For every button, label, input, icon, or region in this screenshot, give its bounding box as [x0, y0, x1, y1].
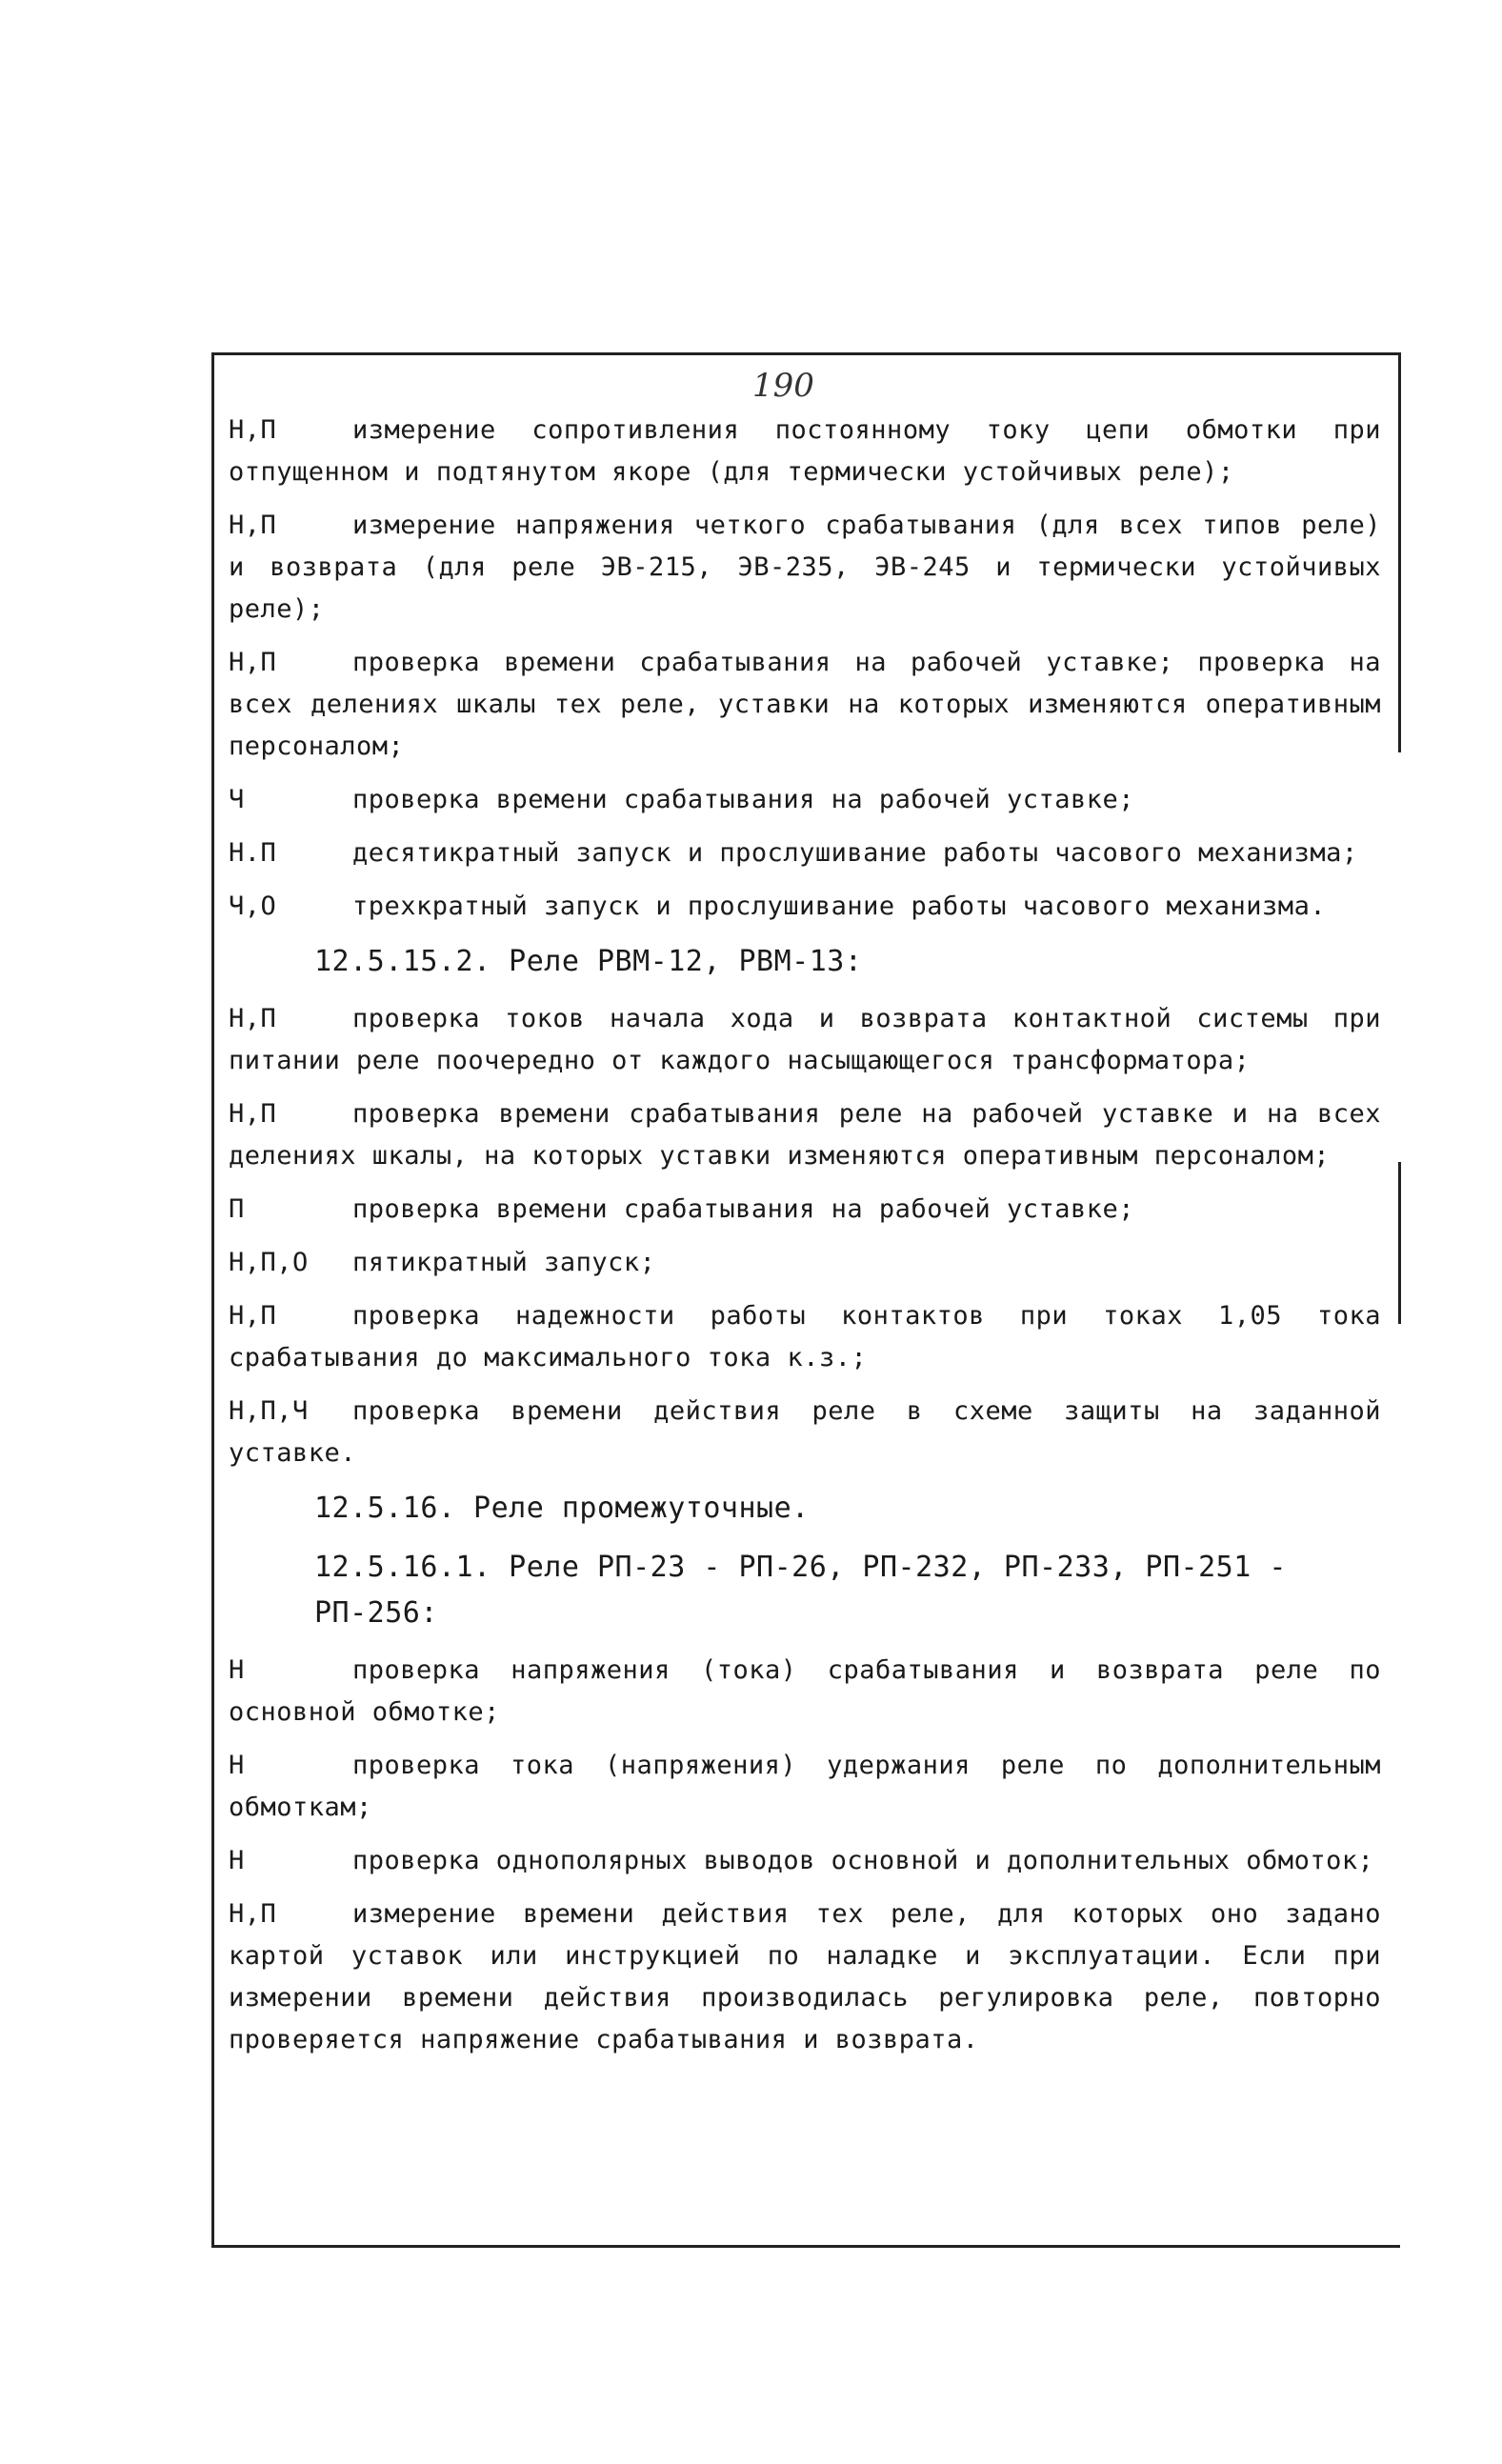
- entry-code: П: [229, 1194, 245, 1224]
- list-item: [229, 410, 1381, 493]
- list-item: [229, 1745, 1381, 1829]
- list-item: [229, 1189, 1381, 1231]
- entry-code: Н,П,О: [229, 1248, 309, 1277]
- list-item: [229, 1650, 1381, 1733]
- entry-code: Ч: [229, 785, 245, 814]
- entry-text: проверка напряжения (тока) срабатывания и возврата реле по основной обмотке;: [229, 1655, 1381, 1727]
- entry-text: проверка тока (напряжения) удержания реле по дополнительным обмоткам;: [229, 1751, 1381, 1822]
- subsection-heading: 12.5.16.1. Реле РП-23 - РП-26, РП-232, РП-233, РП-251 - РП-256:: [314, 1551, 1287, 1630]
- page-number: 190: [752, 367, 814, 405]
- list-item: [229, 1893, 1381, 2061]
- entry-text: измерение сопротивления постоянному току цепи обмотки при отпущенном и подтянутом якоре (для термически устойчивых реле);: [229, 415, 1381, 487]
- entry-code: Н: [229, 1751, 245, 1780]
- entry-code: Н,П: [229, 415, 277, 445]
- entry-code: Н.П: [229, 838, 277, 868]
- entry-code: Н,П: [229, 648, 277, 677]
- entry-code: Н,П: [229, 1099, 277, 1129]
- entry-code: Н,П,Ч: [229, 1396, 309, 1426]
- frame-right-edge: [1398, 1162, 1401, 1324]
- entry-text: проверка токов начала хода и возврата контактной системы при питании реле поочередно от каждого насыщающегося трансформатора;: [229, 1004, 1381, 1075]
- list-item: [229, 832, 1381, 874]
- entry-text: проверка однополярных выводов основной и дополнительных обмоток;: [352, 1846, 1374, 1875]
- list-item: [229, 779, 1381, 821]
- entry-text: проверка времени действия реле в схеме защиты на заданной уставке.: [229, 1396, 1381, 1468]
- entry-text: проверка времени срабатывания на рабочей уставке;: [352, 785, 1135, 814]
- list-item: [229, 1242, 1381, 1284]
- entry-text: проверка времени срабатывания реле на рабочей уставке и на всех делениях шкалы, на которых уставки изменяются оперативным персоналом;: [229, 1099, 1381, 1171]
- entry-code: Н,П: [229, 1004, 277, 1033]
- list-item: [229, 505, 1381, 631]
- entry-text: пятикратный запуск;: [352, 1248, 656, 1277]
- frame-right-edge: [1398, 352, 1401, 752]
- list-item: [229, 642, 1381, 768]
- section-heading: 12.5.15.2. Реле РВМ-12, РВМ-13:: [314, 945, 863, 978]
- list-item: [229, 886, 1381, 928]
- entry-text: проверка времени срабатывания на рабочей уставке;: [352, 1194, 1135, 1224]
- list-item: [229, 1391, 1381, 1474]
- entry-code: Н: [229, 1655, 245, 1685]
- document-body: [229, 410, 1381, 2073]
- list-item: [229, 998, 1381, 1082]
- entry-list: [229, 410, 1381, 928]
- entry-text: десятикратный запуск и прослушивание работы часового механизма;: [352, 838, 1358, 868]
- entry-text: проверка надежности работы контактов при токах 1,05 тока срабатывания до максимального тока к.з.;: [229, 1301, 1381, 1372]
- entry-code: Н,П: [229, 1899, 277, 1929]
- entry-code: Н,П: [229, 511, 277, 540]
- entry-code: Ч,О: [229, 891, 277, 921]
- entry-list: [229, 998, 1381, 1474]
- entry-list: [229, 1650, 1381, 2061]
- list-item: [229, 1093, 1381, 1177]
- entry-code: Н,П: [229, 1301, 277, 1331]
- entry-text: измерение времени действия тех реле, для которых оно задано картой уставок или инструкцией по наладке и эксплуатации. Если при измерении времени действия производилась регулировка реле, повторно проверяется напряжение срабатывания и возврата.: [229, 1899, 1381, 2054]
- list-item: [229, 1840, 1381, 1882]
- entry-code: Н: [229, 1846, 245, 1875]
- entry-text: проверка времени срабатывания на рабочей уставке; проверка на всех делениях шкалы тех реле, уставки на которых изменяются оперативным персоналом;: [229, 648, 1381, 761]
- section-heading: 12.5.16. Реле промежуточные.: [314, 1492, 810, 1525]
- entry-text: измерение напряжения четкого срабатывания (для всех типов реле) и возврата (для реле ЭВ-215, ЭВ-235, ЭВ-245 и термически устойчивых реле);: [229, 511, 1381, 624]
- list-item: [229, 1295, 1381, 1379]
- entry-text: трехкратный запуск и прослушивание работы часового механизма.: [352, 891, 1327, 921]
